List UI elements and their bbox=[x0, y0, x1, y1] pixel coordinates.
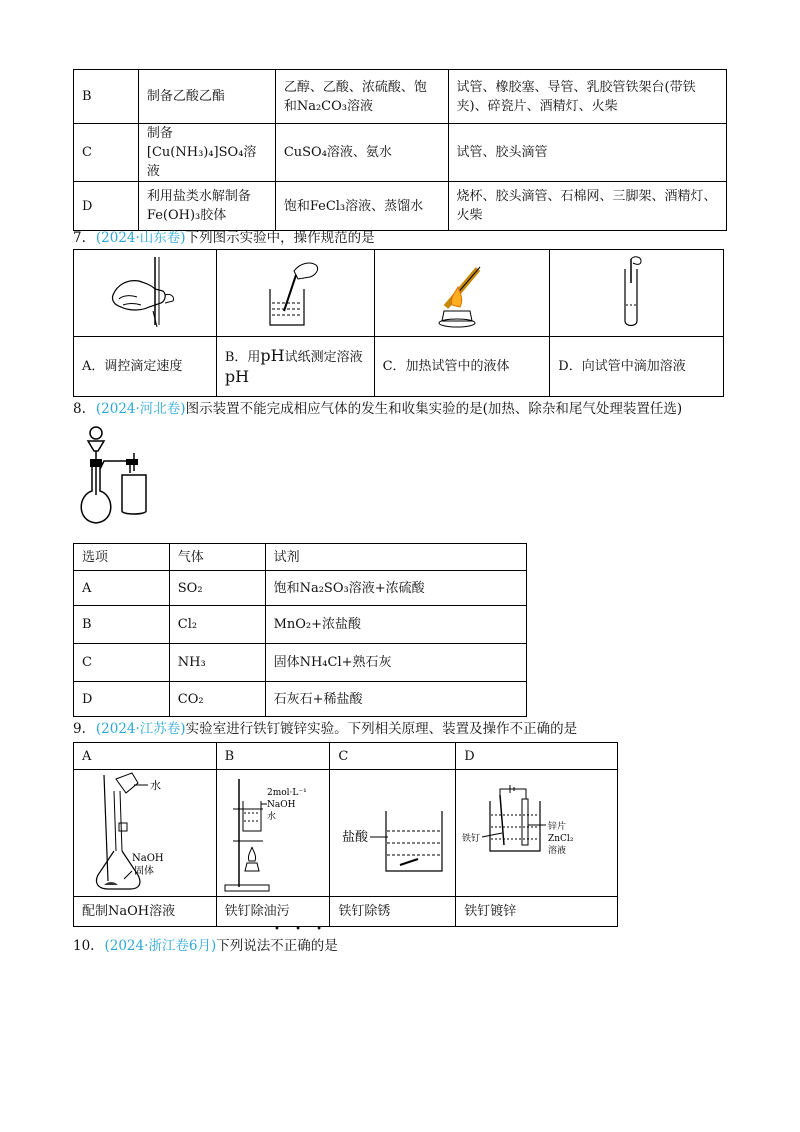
table-row bbox=[74, 571, 527, 606]
q8-reagent: 饱和Na₂SO₃溶液+浓硫酸 bbox=[265, 571, 526, 606]
q8-gas: CO₂ bbox=[169, 682, 265, 717]
label-zinc-plate: 锌片 bbox=[548, 821, 567, 832]
table-row bbox=[74, 70, 727, 124]
table-row bbox=[74, 770, 618, 897]
q9-table bbox=[73, 742, 618, 927]
emphasis-dots: • • • bbox=[274, 924, 329, 935]
table-row bbox=[74, 644, 527, 682]
volumetric-flask-figure bbox=[74, 771, 214, 896]
table-row bbox=[74, 606, 527, 644]
label-solid: 固体 bbox=[134, 865, 154, 877]
label-zncl2: ZnCl₂ bbox=[548, 833, 574, 844]
q8-stem: 8. (2024·河北卷)图示装置不能完成相应气体的发生和收集实验的是(加热、除杂和尾气处理装置任选) bbox=[73, 401, 683, 417]
q6-purpose: 制备乙酸乙酯 bbox=[138, 70, 275, 124]
ph-paper-beaker-figure bbox=[260, 255, 330, 331]
q9-header-a: A bbox=[74, 743, 217, 770]
rust-removal-beaker-figure bbox=[330, 771, 454, 896]
q10-source: (2024·浙江卷6月) bbox=[104, 938, 217, 954]
table-row bbox=[74, 182, 727, 231]
q6-reagents: CuSO₄溶液、氨水 bbox=[275, 124, 448, 182]
q9-caption-b: 铁钉除油污 bbox=[216, 897, 330, 927]
q9-fig-a bbox=[74, 770, 217, 897]
q6-opt: C bbox=[74, 124, 139, 182]
q8-source: (2024·河北卷) bbox=[95, 401, 186, 417]
q8-opt: C bbox=[74, 644, 170, 682]
q6-opt: B bbox=[74, 70, 139, 124]
electroplating-figure bbox=[456, 771, 616, 896]
q8-reagent: 固体NH₄Cl+熟石灰 bbox=[265, 644, 526, 682]
q7-option-d: D．向试管中滴加溶液 bbox=[550, 337, 724, 397]
q7-fig-b bbox=[216, 250, 374, 337]
q7-fig-c bbox=[374, 250, 550, 337]
q8-gas: Cl₂ bbox=[169, 606, 265, 644]
q6-opt: D bbox=[74, 182, 139, 231]
q7-option-c: C．加热试管中的液体 bbox=[374, 337, 550, 397]
q8-gas: NH₃ bbox=[169, 644, 265, 682]
q8-table bbox=[73, 543, 527, 717]
q6-apparatus: 试管、胶头滴管 bbox=[448, 124, 726, 182]
q9-source: (2024·江苏卷) bbox=[95, 721, 186, 737]
q9-header-c: C bbox=[330, 743, 456, 770]
q9-stem: 9. (2024·江苏卷)实验室进行铁钉镀锌实验。下列相关原理、装置及操作不正确的是 bbox=[73, 721, 578, 737]
q6-apparatus: 烧杯、胶头滴管、石棉网、三脚架、酒精灯、火柴 bbox=[448, 182, 726, 231]
q9-caption-d: 铁钉镀锌 bbox=[456, 897, 618, 927]
q7-table bbox=[73, 249, 724, 397]
label-water: 水 bbox=[266, 811, 276, 822]
q8-opt: A bbox=[74, 571, 170, 606]
q9-header-b: B bbox=[216, 743, 330, 770]
q8-reagent: 石灰石+稀盐酸 bbox=[265, 682, 526, 717]
q9-fig-c bbox=[330, 770, 456, 897]
q6-table bbox=[73, 69, 727, 231]
q8-opt: B bbox=[74, 606, 170, 644]
q10-stem: 10. (2024·浙江卷6月)下列说法不正确的是 bbox=[73, 938, 338, 954]
titration-hand-figure bbox=[105, 255, 185, 331]
q7-fig-d bbox=[550, 250, 724, 337]
q6-reagents: 饱和FeCl₃溶液、蒸馏水 bbox=[275, 182, 448, 231]
label-water: 水 bbox=[150, 778, 161, 792]
table-row bbox=[74, 124, 727, 182]
q6-apparatus: 试管、橡胶塞、导管、乳胶管铁架台(带铁夹)、碎瓷片、酒精灯、火柴 bbox=[448, 70, 726, 124]
q8-header-gas: 气体 bbox=[169, 544, 265, 571]
q9-caption-a: 配制NaOH溶液 bbox=[74, 897, 217, 927]
table-row bbox=[74, 250, 724, 337]
q6-purpose: 制备[Cu(NH₃)₄]SO₄溶液 bbox=[138, 124, 275, 182]
label-iron-nail: 铁钉 bbox=[462, 833, 481, 844]
q9-caption-c: 铁钉除锈 bbox=[330, 897, 456, 927]
label-concentration: 2mol·L⁻¹ bbox=[266, 787, 307, 798]
q7-stem: 7. (2024·山东卷)下列图示实验中，操作规范的是 bbox=[73, 230, 375, 246]
q6-reagents: 乙醇、乙酸、浓硫酸、饱和Na₂CO₃溶液 bbox=[275, 70, 448, 124]
q7-source: (2024·山东卷) bbox=[95, 230, 186, 246]
q8-header-option: 选项 bbox=[74, 544, 170, 571]
q8-reagent: MnO₂+浓盐酸 bbox=[265, 606, 526, 644]
q8-header-reagent: 试剂 bbox=[265, 544, 526, 571]
q9-header-d: D bbox=[456, 743, 618, 770]
q7-option-b: B．用pH试纸测定溶液pH bbox=[216, 337, 374, 397]
table-row bbox=[74, 682, 527, 717]
q9-fig-d bbox=[456, 770, 618, 897]
gas-generation-apparatus-figure bbox=[74, 425, 154, 527]
label-naoh: NaOH bbox=[266, 799, 296, 810]
table-row bbox=[74, 897, 618, 927]
table-row bbox=[74, 337, 724, 397]
label-acid: 盐酸 bbox=[342, 829, 369, 845]
q6-purpose: 利用盐类水解制备Fe(OH)₃胶体 bbox=[138, 182, 275, 231]
heating-test-tube-figure bbox=[422, 255, 502, 331]
table-row bbox=[74, 544, 527, 571]
q7-option-a: A．调控滴定速度 bbox=[74, 337, 217, 397]
q9-fig-b bbox=[216, 770, 330, 897]
q8-gas: SO₂ bbox=[169, 571, 265, 606]
label-naoh: NaOH bbox=[132, 852, 164, 864]
label-solution: 溶液 bbox=[548, 845, 567, 856]
q8-opt: D bbox=[74, 682, 170, 717]
q7-fig-a bbox=[74, 250, 217, 337]
degreasing-apparatus-figure bbox=[217, 771, 329, 896]
table-row bbox=[74, 743, 618, 770]
dropper-test-tube-figure bbox=[607, 255, 667, 331]
